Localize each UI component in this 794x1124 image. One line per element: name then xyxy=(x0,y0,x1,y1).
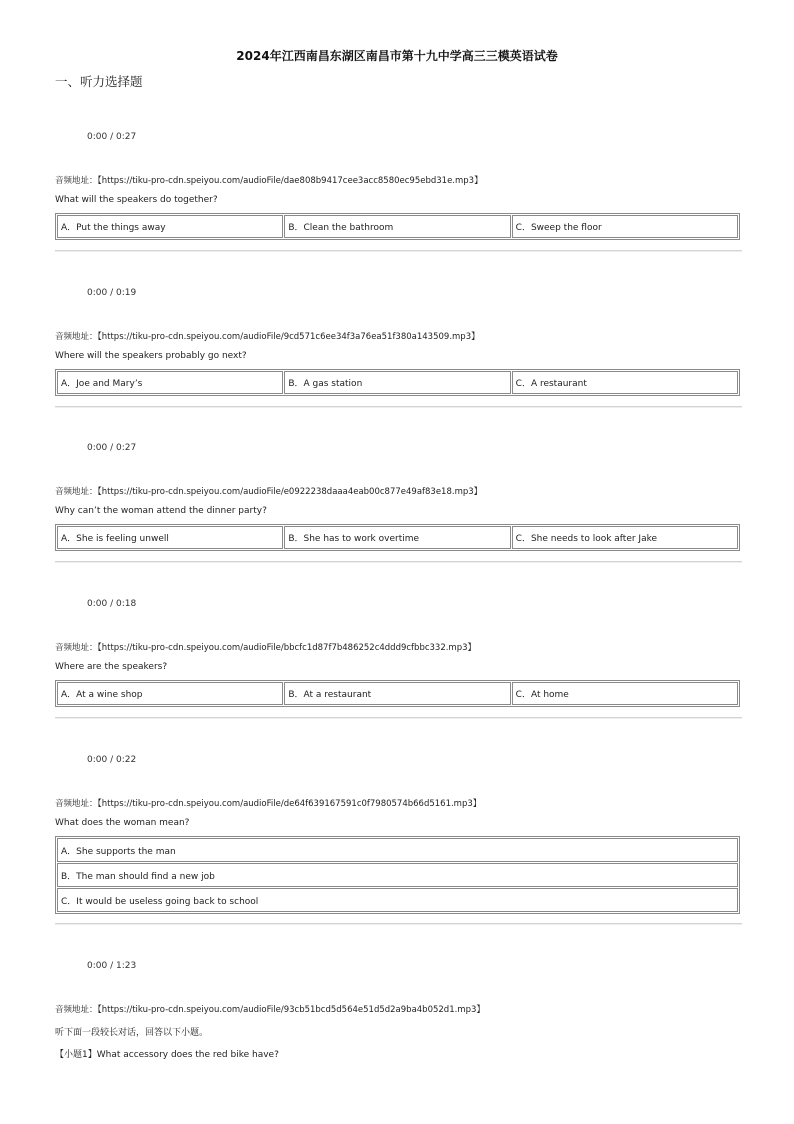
audio-player-time[interactable]: 0:00 / 0:18 xyxy=(87,599,137,609)
audio-player-time[interactable]: 0:00 / 0:27 xyxy=(87,443,137,453)
option-a[interactable]: A．Put the things away xyxy=(57,215,283,238)
question-prompt: What will the speakers do together? xyxy=(55,195,218,205)
audio-player-time[interactable]: 0:00 / 1:23 xyxy=(87,961,137,971)
option-b[interactable]: B．Clean the bathroom xyxy=(284,215,510,238)
audio-address: 音频地址：【https://tiku-pro-cdn.speiyou.com/audioFile/bbcfc1d87f7b486252c4ddd9cfbbc332.mp3】 xyxy=(55,643,477,653)
question-prompt: Where will the speakers probably go next? xyxy=(55,351,247,361)
option-a[interactable]: A．She supports the man xyxy=(57,838,738,862)
audio-address: 音频地址：【https://tiku-pro-cdn.speiyou.com/audioFile/e0922238daaa4eab00c877e49af83e18.mp3】 xyxy=(55,487,483,497)
exam-title: 2024年江西南昌东湖区南昌市第十九中学高三三模英语试卷 xyxy=(236,49,558,63)
option-a[interactable]: A．She is feeling unwell xyxy=(57,526,283,549)
option-c[interactable]: C．It would be useless going back to school xyxy=(57,888,738,912)
question-prompt: Why can’t the woman attend the dinner party? xyxy=(55,506,267,516)
option-b[interactable]: B．At a restaurant xyxy=(284,682,510,705)
option-b[interactable]: B．The man should find a new job xyxy=(57,863,738,887)
options-table xyxy=(55,369,740,396)
question-prompt: Where are the speakers? xyxy=(55,662,168,672)
section-heading: 一、听力选择题 xyxy=(55,74,143,89)
option-c[interactable]: C．At home xyxy=(512,682,738,705)
question-divider xyxy=(55,250,742,251)
audio-player-time[interactable]: 0:00 / 0:27 xyxy=(87,132,137,142)
question-prompt: What does the woman mean? xyxy=(55,818,190,828)
audio-address: 音频地址：【https://tiku-pro-cdn.speiyou.com/audioFile/9cd571c6ee34f3a76ea51f380a143509.mp3】 xyxy=(55,332,480,342)
sub-question-prompt: 【小题1】What accessory does the red bike have? xyxy=(55,1050,279,1060)
option-c[interactable]: C．A restaurant xyxy=(512,371,738,394)
audio-address: 音频地址：【https://tiku-pro-cdn.speiyou.com/audioFile/dae808b9417cee3acc8580ec95ebd31e.mp3】 xyxy=(55,176,483,186)
option-b[interactable]: B．A gas station xyxy=(284,371,510,394)
option-c[interactable]: C．She needs to look after Jake xyxy=(512,526,738,549)
options-table xyxy=(55,680,740,707)
audio-address: 音频地址：【https://tiku-pro-cdn.speiyou.com/audioFile/93cb51bcd5d564e51d5d2a9ba4b052d1.mp3】 xyxy=(55,1005,485,1015)
option-b[interactable]: B．She has to work overtime xyxy=(284,526,510,549)
audio-player-time[interactable]: 0:00 / 0:19 xyxy=(87,288,137,298)
option-c[interactable]: C．Sweep the floor xyxy=(512,215,738,238)
question-divider xyxy=(55,561,742,562)
audio-address: 音频地址：【https://tiku-pro-cdn.speiyou.com/audioFile/de64f639167591c0f7980574b66d5161.mp3】 xyxy=(55,799,482,809)
option-a[interactable]: A．Joe and Mary’s xyxy=(57,371,283,394)
question-divider xyxy=(55,717,742,718)
option-a[interactable]: A．At a wine shop xyxy=(57,682,283,705)
options-table xyxy=(55,524,740,551)
options-table xyxy=(55,836,740,914)
question-divider xyxy=(55,406,742,407)
audio-player-time[interactable]: 0:00 / 0:22 xyxy=(87,755,137,765)
listening-instruction: 听下面一段较长对话，回答以下小题。 xyxy=(55,1028,209,1038)
options-table xyxy=(55,213,740,240)
question-divider xyxy=(55,923,742,924)
